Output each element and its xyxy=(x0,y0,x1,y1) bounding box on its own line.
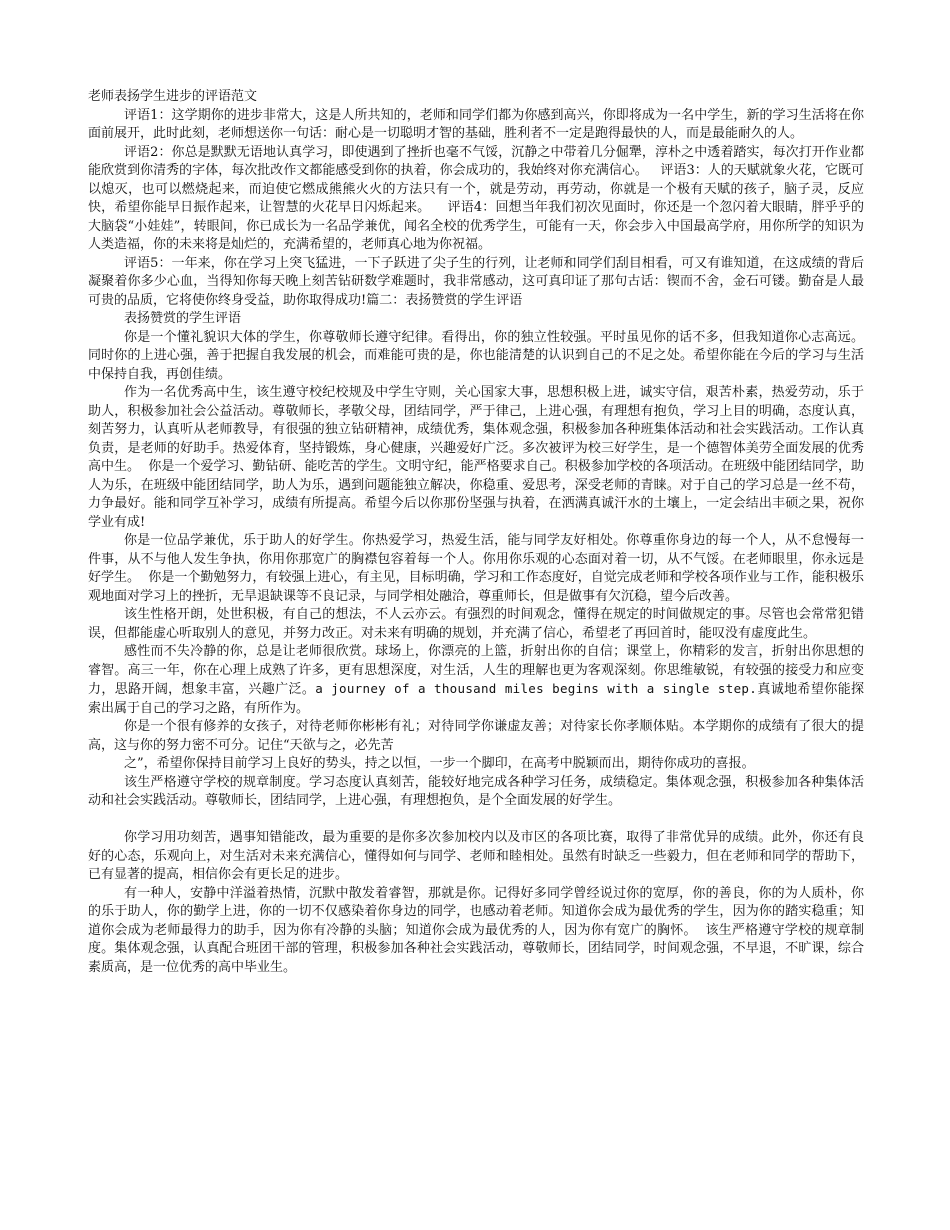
paragraph-4: 你是一个懂礼貌识大体的学生，你尊敬师长遵守纪律。看得出，你的独立性较强。平时虽见你的话不多，但我知道你心志高远。同时你的上进心强，善于把握自我发展的机会，而难能可贵的是，你也能清楚的认识到自己的不足之处。希望你能在今后的学习与生活中保持自我，再创佳绩。 xyxy=(88,329,864,382)
paragraph-8-text: 感性而不失冷静的你，总是让老师很欣赏。球场上，你漂亮的上篮，折射出你的自信；课堂上，你精彩的发言，折射出你思想的睿智。高三一年，你在心理上成熟了许多，更有思想深度，对生活，人生的理解也更为客观深刻。你思维敏锐，有较强的接受力和应变力，思路开阔，想象丰富，兴趣广泛。 xyxy=(88,644,864,697)
paragraph-13: 有一种人，安静中洋溢着热情，沉默中散发着睿智，那就是你。记得好多同学曾经说过你的宽厚，你的善良，你的为人质朴，你的乐于助人，你的勤学上进，你的一切不仅感染着你身边的同学，也感动着老师。知道你会成为最优秀的学生，因为你的踏实稳重；知道你会成为老师最得力的助手，因为你有冷静的头脑；知道你会成为最优秀的人，因为你有宽广的胸怀。 该生严格遵守学校的规章制度。集体观念强，认真配合班团干部的管理，积极参加各种社会实践活动，尊敬师长，团结同学，时间观念强，不早退，不旷课，综合素质高，是一位优秀的高中毕业生。 xyxy=(88,885,864,975)
english-quote: a journey of a thousand miles begins with a single step. xyxy=(315,681,758,696)
paragraph-8 xyxy=(88,643,864,718)
paragraph-7: 该生性格开朗，处世积极，有自己的想法，不人云亦云。有强烈的时间观念，懂得在规定的时间做规定的事。尽管也会常常犯错误，但都能虚心听取别人的意见，并努力改正。对未来有明确的规划，并充满了信心，希望老了再回首时，能叹没有虚度此生。 xyxy=(88,607,864,641)
paragraph-6: 你是一位品学兼优，乐于助人的好学生。你热爱学习，热爱生活，能与同学友好相处。你尊重你身边的每一个人，从不怠慢每一件事，从不与他人发生争执，你用你那宽广的胸襟包容着每一个人。你用你乐观的心态面对着一切，从不气馁。在老师眼里，你永远是好学生。 你是一个勤勉努力，有较强上进心，有主见，目标明确，学习和工作态度好，自觉完成老师和学校各项作业与工作，能积极乐观地面对学习上的挫折，无旱退缺课等不良记录，与同学相处融洽，尊重师长，但是做事有欠沉稳，望今后改善。 xyxy=(88,533,864,604)
document-body xyxy=(88,88,864,977)
paragraph-1: 评语1：这学期你的进步非常大，这是人所共知的，老师和同学们都为你感到高兴，你即将成为一名中学生，新的学习生活将在你面前展开，此时此刻，老师想送你一句话：耐心是一切聪明才智的基础，胜利者不一定是跑得最快的人，而是最能耐久的人。 xyxy=(88,107,864,141)
paragraph-11: 该生严格遵守学校的规章制度。学习态度认真刻苦，能较好地完成各种学习任务，成绩稳定。集体观念强，积极参加各种集体活动和社会实践活动。尊敬师长，团结同学，上进心强，有理想抱负，是个全面发展的好学生。 xyxy=(88,774,864,808)
document-title: 老师表扬学生进步的评语范文 xyxy=(88,89,258,104)
paragraph-2: 评语2：你总是默默无语地认真学习，即使遇到了挫折也毫不气馁，沉静之中带着几分倔犟，淳朴之中透着踏实，每次打开作业都能欣赏到你清秀的字体，每次批改作文都能感受到你的执着，你会成功的，我始终对你充满信心。 评语3：人的天赋就象火花，它既可以熄灭，也可以燃烧起来，而迫使它燃成熊熊火火的方法只有一个，就是劳动，再劳动，你就是一个极有天赋的孩子，脑子灵，反应快，希望你能早日振作起来，让智慧的火花早日闪烁起来。 评语4：回想当年我们初次见面时，你还是一个忽闪着大眼睛，胖乎乎的大脑袋“小娃娃”，转眼间，你已成长为一名品学兼优，闻名全校的优秀学生，可能有一天，你会步入中国最高学府，用你所学的知识为人类造福，你的未来将是灿烂的，充满希望的，老师真心地为你祝福。 xyxy=(88,144,864,252)
paragraph-12: 你学习用功刻苦，遇事知错能改，最为重要的是你多次参加校内以及市区的各项比赛，取得了非常优异的成绩。此外，你还有良好的心态，乐观向上，对生活对未来充满信心，懂得如何与同学、老师和睦相处。虽然有时缺乏一些毅力，但在老师和同学的帮助下，已有显著的提高，相信你会有更长足的进步。 xyxy=(88,830,864,882)
paragraph-8-tail: 真诚地希望你能探索出属于自己的学习之路，有所作为。 xyxy=(88,682,864,716)
paragraph-5: 作为一名优秀高中生，该生遵守校纪校规及中学生守则，关心国家大事，思想积极上进，诚实守信，艰苦朴素，热爱劳动，乐于助人，积极参加社会公益活动。尊敬师长，孝敬父母，团结同学，严于律己，上进心强，有理想有抱负，学习上目的明确，态度认真，刻苦努力，认真听从老师教导，有很强的独立钻研精神，成绩优秀，集体观念强，积极参加各种班集体活动和社会实践活动。工作认真负责，是老师的好助手。热爱体育，坚持锻炼，身心健康，兴趣爱好广泛。多次被评为校三好学生，是一个德智体美劳全面发展的优秀高中生。 你是一个爱学习、勤钻研、能吃苦的学生。文明守纪，能严格要求自己。积极参加学校的各项活动。在班级中能团结同学，助人为乐，在班级中能团结同学，助人为乐，遇到问题能独立解决，你稳重、爱思考，深受老师的青睐。对于自己的学习总是一丝不苟，力争最好。能和同学互补学习，成绩有所提高。希望今后以你那份坚强与执着，在洒满真诚汗水的土壤上，一定会结出丰硕之果，祝你学业有成! xyxy=(88,385,864,530)
paragraph-3: 评语5：一年来，你在学习上突飞猛进，一下子跃进了尖子生的行列，让老师和同学们刮目相看，可又有谁知道，在这成绩的背后凝聚着你多少心血，当得知你每天晚上刻苦钻研数学难题时，我非常感动，这可真印证了那句古话：锲而不舍，金石可镂。勤奋是人最可贵的品质，它将使你终身受益，助你取得成功!篇二：表扬赞赏的学生评语 xyxy=(88,255,864,308)
paragraph-10: 之”，希望你保持目前学习上良好的势头，持之以恒，一步一个脚印，在高考中脱颖而出，期待你成功的喜报。 xyxy=(124,756,755,771)
section-heading: 表扬赞赏的学生评语 xyxy=(124,311,242,326)
paragraph-9: 你是一个很有修养的女孩子，对待老师你彬彬有礼；对待同学你谦虚友善；对待家长你孝顺体贴。本学期你的成绩有了很大的提高，这与你的努力密不可分。记住“天欲与之，必先苦 xyxy=(88,719,864,753)
blank-line xyxy=(88,811,864,830)
